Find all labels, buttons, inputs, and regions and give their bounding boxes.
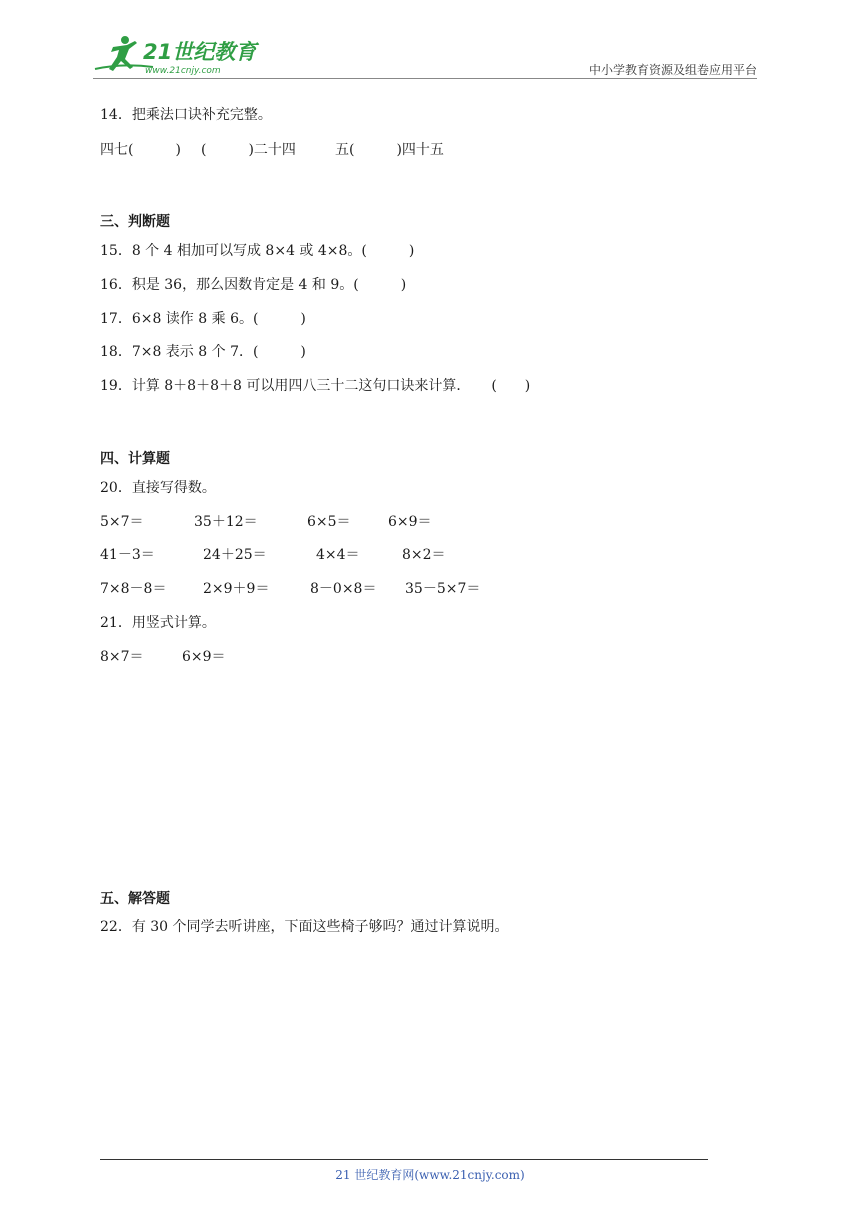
calc-cell: 35－5×7＝ (405, 581, 481, 597)
footer-divider (100, 1159, 708, 1160)
calc-cell: 24＋25＝ (203, 547, 267, 563)
section-title-judgement: 三、判断题 (100, 214, 170, 230)
q14-item-1: 四七( ) (100, 142, 181, 158)
page-header (93, 33, 757, 79)
header-divider (93, 78, 757, 79)
q21-prompt: 21．用竖式计算。 (100, 615, 216, 631)
q18: 18．7×8 表示 8 个 7．( ) (100, 344, 306, 360)
q15: 15．8 个 4 相加可以写成 8×4 或 4×8。( ) (100, 243, 415, 259)
section-title-word-problems: 五、解答题 (100, 891, 170, 907)
calc-cell: 6×5＝ (307, 514, 351, 530)
calc-cell: 4×4＝ (316, 547, 360, 563)
calc-cell: 35＋12＝ (194, 514, 258, 530)
q17: 17．6×8 读作 8 乘 6。( ) (100, 311, 306, 327)
logo-url: www.21cnjy.com (145, 66, 221, 76)
calc-cell: 6×9＝ (388, 514, 432, 530)
calc-cell: 41－3＝ (100, 547, 155, 563)
platform-name: 中小学教育资源及组卷应用平台 (588, 63, 757, 77)
calc-cell: 8－0×8＝ (310, 581, 377, 597)
calc-cell: 5×7＝ (100, 514, 144, 530)
q14-item-3: 五( )四十五 (335, 142, 444, 158)
logo-title: 21世纪教育 (143, 40, 257, 64)
q14-item-2: ( )二十四 (201, 142, 296, 158)
q22: 22．有 30 个同学去听讲座，下面这些椅子够吗？通过计算说明。 (100, 919, 509, 935)
calc-cell: 8×7＝ (100, 649, 144, 665)
calc-cell: 8×2＝ (402, 547, 446, 563)
runner-logo-icon (93, 33, 263, 77)
calc-cell: 7×8－8＝ (100, 581, 167, 597)
footer-text: 21 世纪教育网(www.21cnjy.com) (335, 1168, 525, 1182)
site-logo (93, 33, 263, 77)
q14-prompt: 14．把乘法口诀补充完整。 (100, 107, 272, 123)
q16: 16．积是 36，那么因数肯定是 4 和 9。( ) (100, 277, 407, 293)
q20-prompt: 20．直接写得数。 (100, 480, 216, 496)
calc-cell: 2×9＋9＝ (203, 581, 270, 597)
section-title-calculation: 四、计算题 (100, 451, 170, 467)
calc-cell: 6×9＝ (182, 649, 226, 665)
q19: 19．计算 8＋8＋8＋8 可以用四八三十二这句口诀来计算． ( ) (100, 378, 531, 394)
